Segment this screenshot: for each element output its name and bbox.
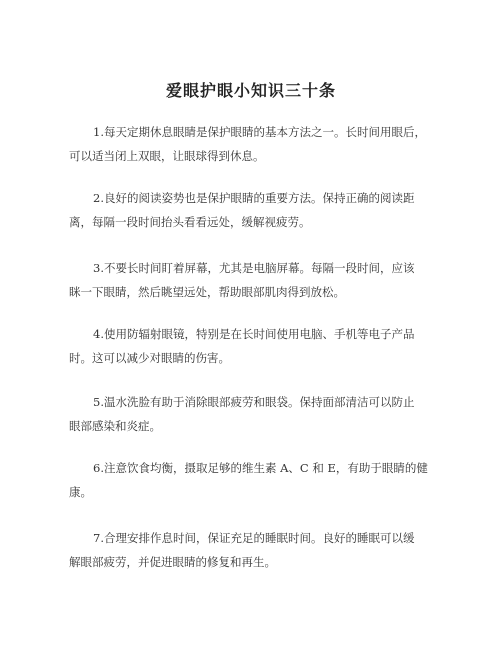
paragraph-2 [69, 186, 421, 234]
paragraph-5-line-1: 5.温水洗脸有助于消除眼部疲劳和眼袋。保持面部清洁可以防止 [93, 395, 415, 409]
paragraph-1-line-1: 1.每天定期休息眼睛是保护眼睛的基本方法之一。长时间用眼后， [93, 125, 426, 139]
paragraph-6 [69, 456, 428, 504]
paragraph-1-line-2: 可以适当闭上双眼，让眼球得到休息。 [69, 149, 265, 163]
paragraph-2-line-2: 离，每隔一段时间抬头看看远处，缓解视疲劳。 [69, 215, 311, 229]
paragraph-5-line-2: 眼部感染和炎症。 [69, 419, 161, 433]
paragraph-6-line-1: 6.注意饮食均衡，摄取足够的维生素 A、C 和 E，有助于眼睛的健 [93, 461, 428, 475]
paragraph-7 [69, 526, 421, 574]
paragraph-4 [69, 322, 421, 370]
paragraph-7-line-1: 7.合理安排作息时间，保证充足的睡眠时间。良好的睡眠可以缓 [93, 531, 415, 545]
paragraph-3-line-2: 眯一下眼睛，然后眺望远处，帮助眼部肌肉得到放松。 [69, 285, 345, 299]
paragraph-3 [69, 256, 421, 304]
paragraph-2-line-1: 2.良好的阅读姿势也是保护眼睛的重要方法。保持正确的阅读距 [93, 191, 415, 205]
paragraph-4-line-2: 时。这可以减少对眼睛的伤害。 [69, 351, 230, 365]
paragraph-7-line-2: 解眼部疲劳，并促进眼睛的修复和再生。 [69, 555, 276, 569]
page-title: 爱眼护眼小知识三十条 [165, 81, 336, 100]
paragraph-5 [69, 390, 421, 438]
paragraph-6-line-2: 康。 [69, 485, 92, 499]
paragraph-3-line-1: 3.不要长时间盯着屏幕，尤其是电脑屏幕。每隔一段时间，应该 [93, 261, 415, 275]
paragraph-4-line-1: 4.使用防辐射眼镜，特别是在长时间使用电脑、手机等电子产品 [93, 327, 415, 341]
paragraph-1 [69, 120, 426, 168]
